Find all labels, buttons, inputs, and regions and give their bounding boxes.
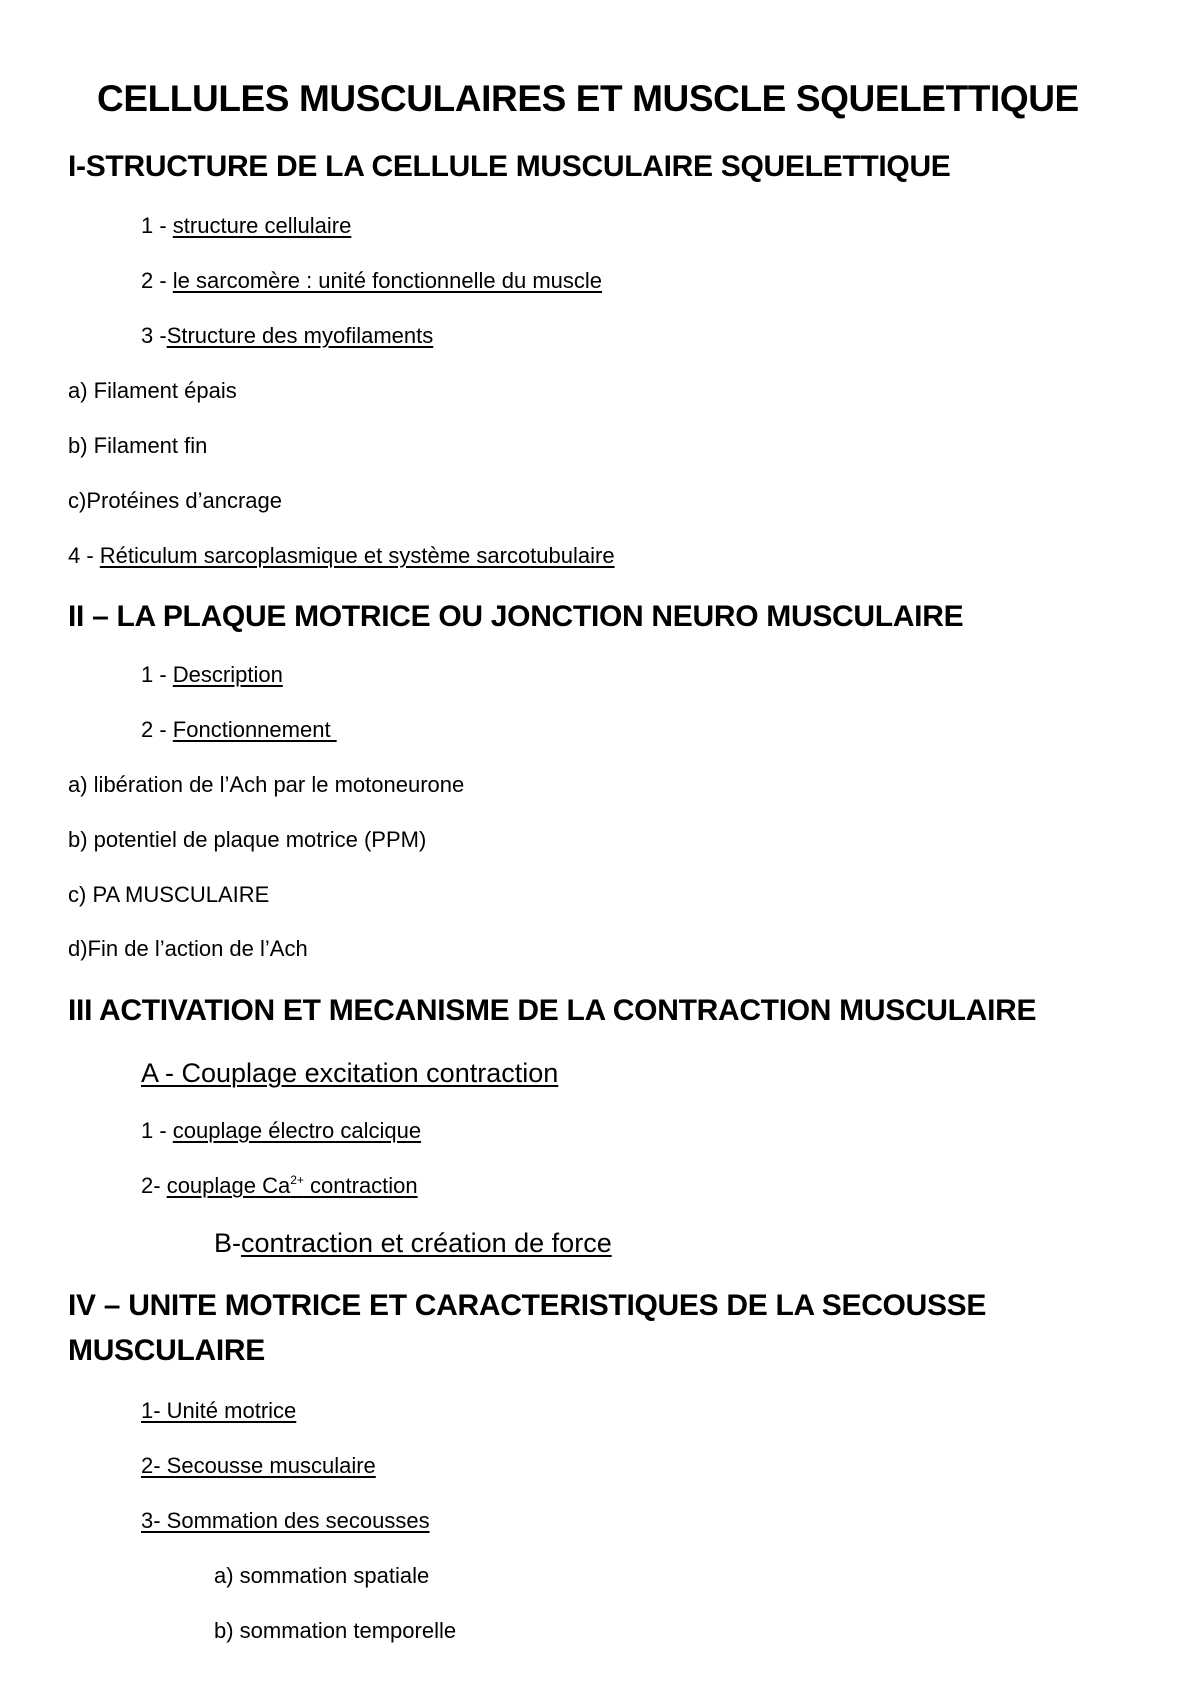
outline-item	[141, 664, 283, 686]
outline-subitem: b) Filament fin	[68, 433, 208, 458]
outline-subitem: c)Protéines d’ancrage	[68, 488, 283, 513]
item-number: 1 -	[141, 662, 173, 687]
outline-item	[141, 1120, 421, 1142]
item-text	[167, 1173, 418, 1198]
document-title: CELLULES MUSCULAIRES ET MUSCLE SQUELETTIQUE	[97, 78, 1079, 119]
item-number: 1 -	[141, 213, 173, 238]
item-number: B-	[214, 1228, 241, 1258]
section-4-heading-line-2: MUSCULAIRE	[68, 1334, 265, 1367]
item-text: Fonctionnement	[172, 717, 337, 742]
outline-item: 1- Unité motrice	[141, 1398, 297, 1423]
outline-item: 2- Secousse musculaire	[141, 1453, 376, 1478]
section-3-heading: III ACTIVATION ET MECANISME DE LA CONTRACTION MUSCULAIRE	[68, 994, 1037, 1027]
item-text: Structure des myofilaments	[166, 323, 434, 348]
section-4-heading-line-1: IV – UNITE MOTRICE ET CARACTERISTIQUES DE LA SECOUSSE	[68, 1289, 987, 1322]
outline-subitem: d)Fin de l’action de l’Ach	[68, 936, 308, 961]
item-text: couplage électro calcique	[172, 1118, 422, 1143]
subsection-a-heading: A - Couplage excitation contraction	[141, 1058, 559, 1088]
section-2-heading: II – LA PLAQUE MOTRICE OU JONCTION NEURO MUSCULAIRE	[68, 600, 964, 633]
item-number: 3 -	[141, 323, 167, 348]
outline-subitem: a) libération de l’Ach par le motoneurone	[68, 772, 465, 797]
item-number: 2 -	[141, 268, 173, 293]
item-number: 2 -	[141, 717, 173, 742]
outline-item	[141, 719, 337, 741]
item-number: 2-	[141, 1173, 167, 1198]
outline-subitem: a) sommation spatiale	[214, 1563, 430, 1588]
subsection-b-heading	[214, 1230, 612, 1257]
outline-item	[68, 545, 615, 567]
item-text: Description	[172, 662, 283, 687]
outline-item: 3- Sommation des secousses	[141, 1508, 430, 1533]
outline-item	[141, 1175, 418, 1197]
item-text: Réticulum sarcoplasmique et système sarcotubulaire	[99, 543, 615, 568]
outline-item	[141, 325, 433, 347]
item-text: structure cellulaire	[172, 213, 352, 238]
outline-subitem: a) Filament épais	[68, 378, 237, 403]
item-text-part: contraction	[303, 1173, 418, 1198]
item-text: le sarcomère : unité fonctionnelle du muscle	[172, 268, 603, 293]
outline-subitem: c) PA MUSCULAIRE	[68, 882, 270, 907]
superscript: 2+	[290, 1173, 304, 1187]
item-text-part: couplage Ca	[166, 1173, 291, 1198]
outline-item	[141, 215, 351, 237]
outline-item	[141, 270, 602, 292]
outline-subitem: b) sommation temporelle	[214, 1618, 457, 1643]
item-number: 1 -	[141, 1118, 173, 1143]
item-text: contraction et création de force	[241, 1228, 612, 1258]
item-number: 4 -	[68, 543, 100, 568]
section-1-heading: I-STRUCTURE DE LA CELLULE MUSCULAIRE SQUELETTIQUE	[68, 150, 951, 183]
outline-subitem: b) potentiel de plaque motrice (PPM)	[68, 827, 427, 852]
